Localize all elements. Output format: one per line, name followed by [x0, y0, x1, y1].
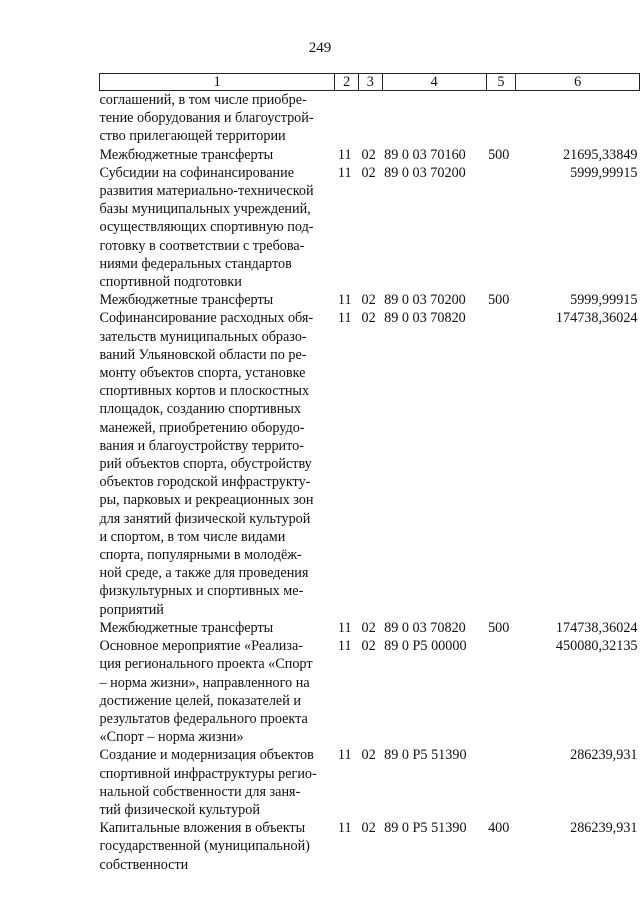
name-line: спортивной подготовки — [99, 274, 242, 291]
subsection-cell — [359, 91, 383, 146]
name-line: Межбюджетные трансферты — [99, 146, 274, 163]
name-line: Межбюджетные трансферты — [99, 619, 274, 636]
table-row — [100, 637, 640, 746]
name-line: ваний Ульяновской области по ре- — [99, 346, 307, 363]
name-line: нальной собственности для заня- — [99, 783, 301, 800]
table-header-row — [100, 74, 640, 91]
amount-cell: 5999,99915 — [570, 292, 638, 309]
name-line: для занятий физической культурой — [99, 510, 311, 527]
name-line: спортивной инфраструктуры регио- — [99, 765, 317, 782]
row-name-cell — [100, 164, 335, 291]
subsection-cell: 02 — [361, 310, 376, 327]
section-cell: 11 — [337, 146, 352, 163]
table-row — [100, 291, 640, 309]
name-line: роприятий — [99, 601, 164, 618]
target-article-cell: 89 0 P5 00000 — [384, 638, 467, 655]
name-line: Софинансирование расходных обя- — [99, 310, 314, 327]
section-cell: 11 — [337, 638, 352, 655]
table-row — [100, 91, 640, 146]
section-cell: 11 — [337, 292, 352, 309]
section-cell: 11 — [337, 310, 352, 327]
table-row — [100, 164, 640, 291]
column-header-1: 1 — [100, 74, 335, 91]
name-line: государственной (муниципальной) — [99, 838, 310, 855]
name-line: ной среде, а также для проведения — [99, 565, 309, 582]
row-name-cell — [100, 746, 335, 819]
target-article-cell: 89 0 03 70160 — [384, 146, 466, 163]
subsection-cell: 02 — [361, 619, 376, 636]
name-line: ство прилегающей территории — [99, 128, 286, 145]
row-name-cell — [100, 146, 335, 164]
target-article-cell: 89 0 03 70200 — [384, 292, 466, 309]
amount-cell — [516, 91, 640, 146]
name-line: Капитальные вложения в объекты — [99, 820, 306, 837]
name-line: ниями федеральных стандартов — [99, 255, 292, 272]
expense-type-cell: 400 — [488, 820, 510, 837]
column-header-2: 2 — [335, 74, 359, 91]
name-line: монту объектов спорта, установке — [99, 365, 306, 382]
column-header-4: 4 — [382, 74, 486, 91]
name-line: объектов городской инфраструкту- — [99, 474, 311, 491]
name-line: вания и благоустройству террито- — [99, 437, 304, 454]
expense-type-cell: 500 — [488, 619, 510, 636]
row-name-cell — [100, 291, 335, 309]
budget-table — [99, 73, 640, 874]
name-line: зательств муниципальных образо- — [99, 328, 307, 345]
column-header-6: 6 — [516, 74, 640, 91]
amount-cell: 174738,36024 — [555, 310, 638, 327]
name-line: рий объектов спорта, обустройству — [99, 456, 312, 473]
name-line: достижение целей, показателей и — [99, 692, 301, 709]
name-line: ция регионального проекта «Спорт — [99, 656, 313, 673]
name-line: собственности — [99, 856, 189, 873]
name-line: ры, парковых и рекреационных зон — [99, 492, 314, 509]
name-line: соглашений, в том числе приобре- — [99, 92, 307, 108]
table-row — [100, 819, 640, 874]
target-article-cell: 89 0 03 70820 — [384, 619, 466, 636]
table-row — [100, 309, 640, 618]
amount-cell: 286239,931 — [570, 747, 638, 764]
expense-type-cell — [486, 91, 516, 146]
subsection-cell: 02 — [361, 638, 376, 655]
column-header-3: 3 — [359, 74, 383, 91]
name-line: Субсидии на софинансирование — [99, 164, 295, 181]
amount-cell: 21695,33849 — [563, 146, 638, 163]
section-cell — [335, 91, 359, 146]
section-cell: 11 — [337, 619, 352, 636]
name-line: Создание и модернизация объектов — [99, 747, 314, 764]
target-article-cell — [382, 91, 486, 146]
column-header-5: 5 — [486, 74, 516, 91]
name-line: развития материально-технической — [99, 183, 314, 200]
row-name-cell — [100, 309, 335, 618]
target-article-cell: 89 0 P5 51390 — [384, 820, 467, 837]
row-name-cell — [100, 819, 335, 874]
row-name-cell — [100, 637, 335, 746]
table-body — [100, 91, 640, 874]
name-line: результатов федерального проекта — [99, 710, 308, 727]
subsection-cell: 02 — [361, 146, 376, 163]
table-row — [100, 146, 640, 164]
name-line: физкультурных и спортивных ме- — [99, 583, 304, 600]
name-line: базы муниципальных учреждений, — [99, 201, 311, 218]
name-line: тий физической культурой — [99, 801, 260, 818]
name-line: «Спорт – норма жизни» — [99, 729, 244, 746]
expense-type-cell — [486, 746, 516, 819]
target-article-cell: 89 0 P5 51390 — [384, 747, 467, 764]
name-line: тение оборудования и благоустрой- — [99, 110, 314, 127]
name-line: площадок, созданию спортивных — [99, 401, 301, 418]
expense-type-cell — [486, 637, 516, 746]
row-name-cell — [100, 91, 335, 146]
table-row — [100, 746, 640, 819]
subsection-cell: 02 — [361, 164, 376, 181]
name-line: – норма жизни», направленного на — [99, 674, 310, 691]
amount-cell: 450080,32135 — [555, 638, 638, 655]
name-line: осуществляющих спортивную под- — [99, 219, 314, 236]
section-cell: 11 — [337, 820, 352, 837]
page-number: 249 — [308, 40, 332, 56]
expense-type-cell: 500 — [488, 146, 510, 163]
row-name-cell — [100, 619, 335, 637]
name-line: манежей, приобретению оборудо- — [99, 419, 305, 436]
amount-cell: 286239,931 — [570, 820, 638, 837]
amount-cell: 5999,99915 — [570, 164, 638, 181]
name-line: готовку в соответствии с требова- — [99, 237, 305, 254]
subsection-cell: 02 — [361, 747, 376, 764]
name-line: спорта, популярными в молодёж- — [99, 547, 302, 564]
table-row — [100, 619, 640, 637]
target-article-cell: 89 0 03 70820 — [384, 310, 466, 327]
section-cell: 11 — [337, 164, 352, 181]
expense-type-cell: 500 — [488, 292, 510, 309]
subsection-cell: 02 — [361, 292, 376, 309]
name-line: Основное мероприятие «Реализа- — [99, 638, 304, 655]
name-line: спортивных кортов и плоскостных — [99, 383, 310, 400]
name-line: и спортом, в том числе видами — [99, 528, 286, 545]
name-line: Межбюджетные трансферты — [99, 292, 274, 309]
subsection-cell: 02 — [361, 820, 376, 837]
section-cell: 11 — [337, 747, 352, 764]
expense-type-cell — [486, 309, 516, 618]
expense-type-cell — [486, 164, 516, 291]
amount-cell: 174738,36024 — [555, 619, 638, 636]
target-article-cell: 89 0 03 70200 — [384, 164, 466, 181]
